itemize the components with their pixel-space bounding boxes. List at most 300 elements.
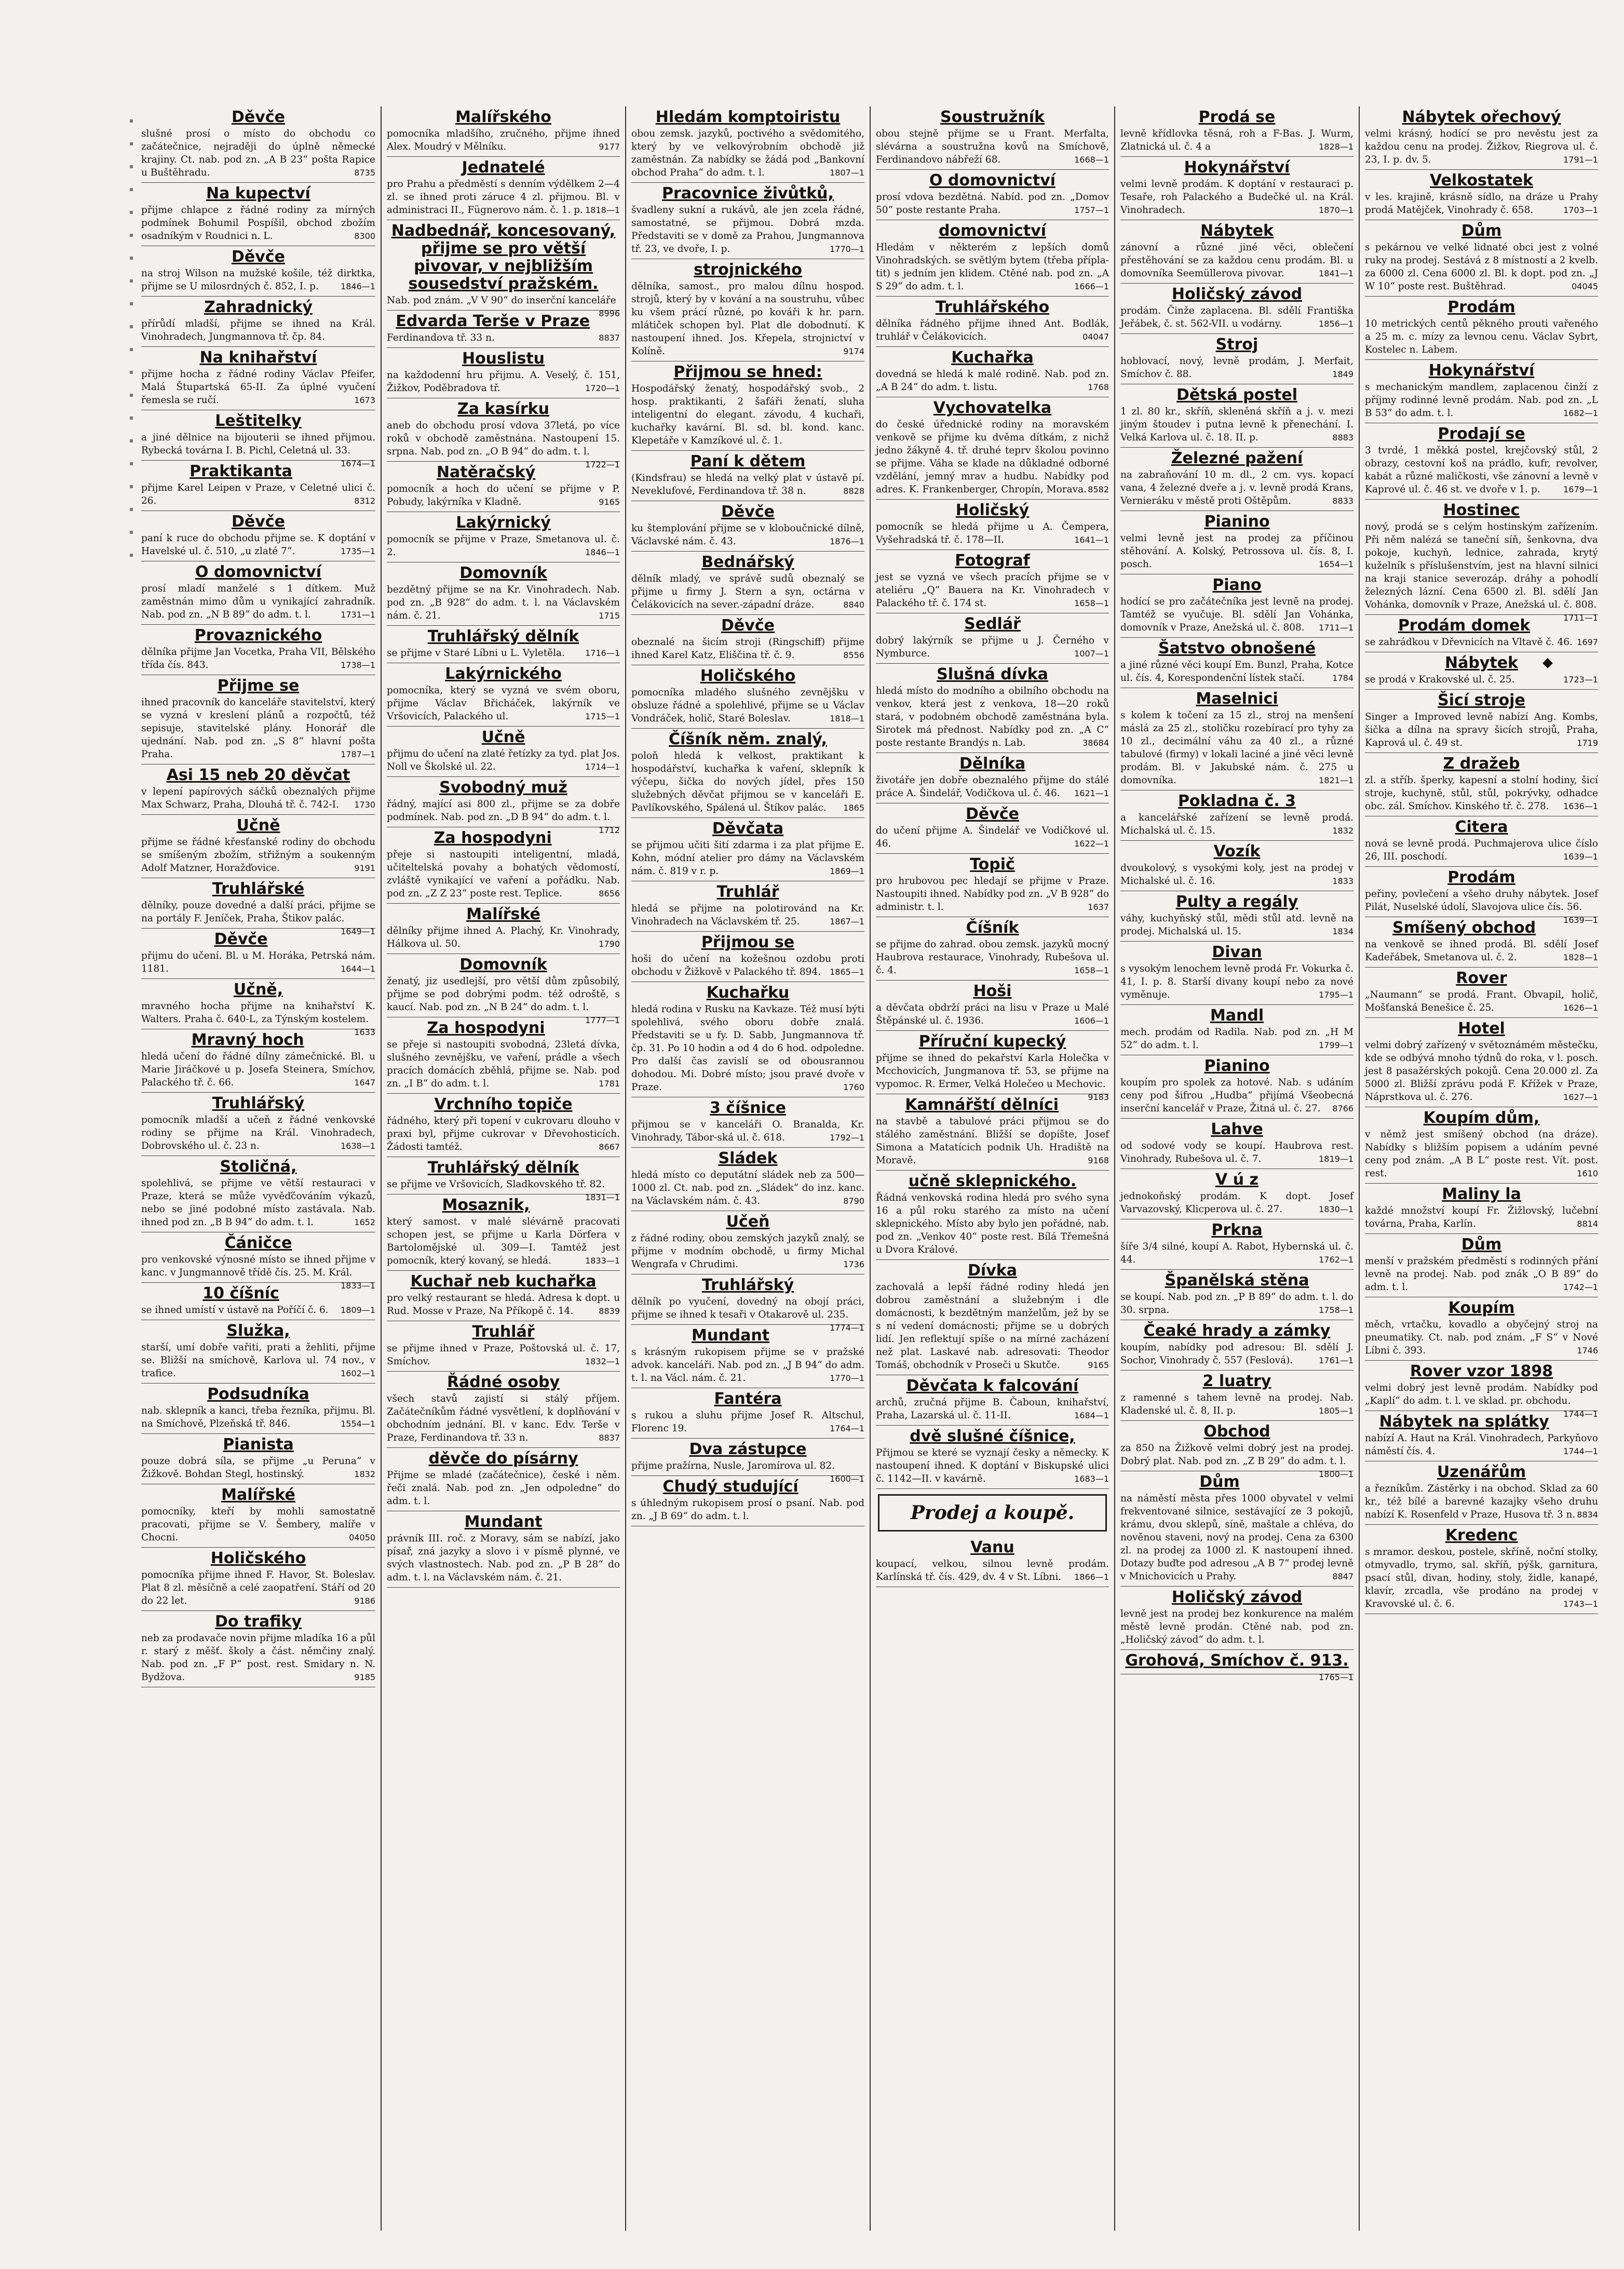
ad-body (387, 647, 620, 660)
ad-body (387, 975, 620, 1025)
ad-title: děvče do písárny (428, 1449, 578, 1468)
ad-text: přijmou se v kanceláři O. Branalda, Kr. Vinohrady, Tábor-ská ul. č. 618. (631, 1119, 864, 1143)
ad-text: Přijmou se které se vyznají česky a německy. K nastoupení ihned. K doptání v Biskupské ulici č. 1142—II. v kavárně. (876, 1447, 1109, 1484)
ad-text: hoblovací, nový, levně prodám, J. Merfait, Smíchov č. 88. (1120, 356, 1354, 380)
ad-title: Zahradnický (204, 298, 313, 316)
classified-ad (631, 665, 864, 729)
ad-body (141, 431, 375, 468)
classified-ad (631, 729, 864, 818)
ad-body (387, 294, 620, 318)
ad-body (1120, 1492, 1354, 1583)
ad-title: Šicí stroje (1438, 691, 1525, 709)
ad-code: 8790 (843, 1196, 864, 1206)
ad-text: dělníka řádného přijme ihned Ant. Bodlák, truhlář v Čelákovicích. (876, 318, 1109, 342)
ad-body (631, 280, 864, 358)
ad-code: 1765—1 (1319, 1672, 1354, 1682)
ad-body (876, 191, 1109, 217)
ad-title: Praktikanta (190, 462, 292, 480)
ad-body (1120, 1026, 1354, 1052)
ad-code: 1791—1 (1563, 155, 1598, 165)
ad-body (387, 1038, 620, 1090)
classified-ad (631, 451, 864, 501)
ad-text: do učení přijme A. Šindelář ve Vodičkové ul. 46. (876, 825, 1109, 849)
ad-code: 1760 (843, 1082, 864, 1092)
ad-title: Španělská stěna (1165, 1271, 1309, 1290)
classified-ad (1120, 1421, 1354, 1479)
classified-ad (1365, 968, 1598, 1018)
ad-code: 8828 (843, 486, 864, 496)
classified-ad (1120, 334, 1354, 384)
classified-ad (387, 1157, 620, 1202)
ad-text: „Naumann“ se prodá. Frant. Obvapil, holič, Mošťanská Benešice č. 25. (1365, 989, 1598, 1013)
ad-title: Divan (1212, 943, 1262, 961)
ad-text: pomocníka mladého slušného zevnějšku v obsluze řádné a spolehlivé, přijme se u Václav Vondráček, holič, Staré Boleslav. (631, 687, 864, 724)
ad-code: 9183 (1088, 1092, 1109, 1102)
classified-ad (1120, 574, 1354, 638)
ad-title: Holičský (955, 501, 1030, 519)
ad-body (631, 1459, 864, 1484)
classified-ad (141, 1611, 375, 1687)
ad-code: 1821—1 (1319, 775, 1354, 785)
ad-code: 1866—1 (1074, 1572, 1109, 1582)
ad-text: švadleny sukní a rukávů, ale jen zcela řádné, samostatné, se přijmou. Dobrá mzda. Představiti se v domě za Prahou, Jungmannova tř. 23, ve dvoře, I. p. (631, 205, 864, 254)
classified-ad (1120, 688, 1354, 790)
ad-text: na zabraňování 10 m. dl., 2 cm. vys. kopací vana, 4 železné dveře a j. v. levně prodá Krans, Vernieráku v městě proti Oštěpům. (1120, 469, 1354, 506)
ad-body (141, 1632, 375, 1684)
ad-text: na stroj Wilson na mužské košile, též dirktka, přijme se U milosrdných č. 852, I. p. (141, 268, 375, 292)
ad-title: Koupím dům, (1423, 1109, 1540, 1127)
ad-text: a jiné dělnice na bijouterii se ihned přijmou. Rybecká továrna I. B. Pichl, Celetná ul. 33. (141, 432, 375, 456)
ad-code: 8814 (1577, 1219, 1598, 1229)
ad-text: hoši do učení na kožešnou ozdobu proti obchodu v Žižkově v Palackého tř. 894. (631, 954, 864, 977)
ad-title: Pracovnice živůtků, (662, 184, 834, 203)
ad-text: dělníky přijme ihned A. Plachý, Kr. Vinohrady, Hálkova ul. 50. (387, 925, 620, 949)
ad-body (387, 848, 620, 900)
ad-text: s kolem k točení za 15 zl., stroj na menšení máslá za 25 zl., stoličku rozebírací pro tyhy za 10 zl., decimální váhu za 40 zl., a různé tabulové (firmy) v lokali laciné a jiné věci levně prodám. Bl. v Jakubské nám. č. 275 u domovníka. (1120, 710, 1354, 786)
ad-code: 1774—1 (830, 1323, 864, 1333)
ad-code: 1719 (1577, 738, 1598, 748)
classified-ad (387, 727, 620, 777)
classified-ad (631, 106, 864, 183)
ad-title: Děvčata (712, 820, 784, 838)
ad-title: Děvče (214, 930, 268, 948)
ad-body (1120, 241, 1354, 280)
ad-text: právník III. roč. z Moravy, sám se nabízí, jako písař, zná jazyky a slovo i v písmě plynné, ve svých vlastnostech. Nab. pod zn. „P B 28“ do adm. t. l. na Václavském nám. č. 21. (387, 1533, 620, 1583)
ad-text: hodící se pro začátečníka jest levně na prodej. Tamtéž se vyučuje. Bl. sdělí Jan Vohánka, domovník v Praze, Anežská ul. č. 808. (1120, 596, 1354, 633)
ad-text: 3 tvrdé, 1 měkká postel, krejčovský stůl, 2 obrazy, cestovní koš na prádlo, kufr, revolver, kabát a různé maličkosti, vše zánovní a levně v Kaprové ul. č. 46 st. ve dvoře v 1. p. (1365, 445, 1598, 495)
classified-ad (387, 157, 620, 220)
classified-ad (141, 1029, 375, 1093)
classified-ad (1120, 1005, 1354, 1055)
ad-code: 8656 (599, 889, 620, 898)
ad-text: do české úřednické rodiny na moravském venkově se přijme ku dvěma dítkám, z nichž jedno žákyně 4. tř. druhé teprv školou povinno se přijme. Váha se klade na důkladné odborné vzdělání, jemný mrav a hudbu. Nabídky pod adres. K. Frankenberger, Chropín, Morava. (876, 419, 1109, 495)
ad-body (387, 1392, 620, 1444)
ad-text: dovedná se hledá k malé rodině. Nab. pod zn. „A B 24“ do adm. t. listu. (876, 369, 1109, 393)
ad-title: Paní k dětem (690, 452, 806, 471)
ad-text: velmi levně jest na prodej za příčinou stěhování. A. Kolský, Petrossova ul. čís. 8, I. posch. (1120, 533, 1354, 570)
ad-body (631, 636, 864, 662)
ad-code: 8883 (1332, 433, 1354, 442)
ad-body (1120, 1240, 1354, 1266)
ad-body (876, 1115, 1109, 1167)
ad-title: Kuchařku (706, 984, 790, 1002)
ad-body (1365, 710, 1598, 749)
ad-text: aneb do obchodu prosí vdova 37letá, po více roků v obchodě zaměstnána. Nastoupení 15. srpna. Nab. pod zn. „O B 94“ do adm. t. l. (387, 420, 620, 457)
ad-title: Rover (1456, 969, 1507, 987)
ad-text: který samost. v malé slévárně pracovati schopen jest, se přijme u Karla Dörfera v Bartolomějské ul. 309—I. Tamtéž jest pomocník, který kovaný, se hledá. (387, 1216, 620, 1266)
ad-code: 8582 (1088, 485, 1109, 494)
ad-body (631, 127, 864, 179)
ad-code: 1781 (599, 1079, 620, 1089)
classified-ad (1120, 284, 1354, 334)
classified-ad (387, 311, 620, 348)
classified-ad (387, 1271, 620, 1321)
ad-code: 1833 (1332, 876, 1354, 886)
ad-body (876, 684, 1109, 749)
ad-title: Jednatelé (462, 158, 545, 177)
ad-body (141, 1341, 375, 1380)
ad-title: Velkostatek (1429, 171, 1534, 190)
ad-code: 1831—1 (585, 1192, 620, 1202)
classified-ad (387, 1448, 620, 1511)
classified-ad (1120, 384, 1354, 448)
classified-ad (876, 170, 1109, 220)
ad-text: spolehlivá, se přijme ve větší restauraci v Praze, která se může vyvěďčováním výkazů, nebo se jiné podobné místo zastávala. Nab. ihned pod zn. „B B 94“ do adm. t. l. (141, 1178, 375, 1228)
ad-text: váhy, kuchyňský stůl, mědi stůl atd. levně na prodej. Michalská ul. 15. (1120, 913, 1354, 937)
ad-title: Malířské (221, 1486, 295, 1504)
ad-title: Pianino (1204, 513, 1270, 531)
ad-text: se přijmou učiti šití zdarma i za plat přijme E. Kohn, módní atelier pro dámy na Václavském nám. č. 819 v r. p. (631, 840, 864, 877)
classified-ad (1365, 423, 1598, 500)
ad-code: 1731—1 (341, 610, 375, 620)
ad-body (1365, 938, 1598, 964)
classified-ad (876, 664, 1109, 753)
classified-ad (876, 803, 1109, 854)
ad-code: 1641—1 (1074, 535, 1109, 545)
ad-text: starší, umí dobře vařiti, prati a žehliti, přijme se. Bližší na smíchově, Karlova ul. 74 nov., v trafice. (141, 1342, 375, 1379)
ad-text: měch, vrtačku, kovadlo a obyčejný stroj na pneumatiky. Ct. nab. pod znám. „F S“ v Nové Líbni č. 393. (1365, 1319, 1598, 1356)
ad-body (631, 1295, 864, 1333)
classified-ad (876, 550, 1109, 613)
ad-title: Leštitelky (215, 412, 302, 430)
ad-code: 1658—1 (1074, 598, 1109, 608)
ad-code: 1633 (354, 1027, 375, 1037)
classified-ad (1120, 106, 1354, 157)
ad-body (1365, 1204, 1598, 1230)
ad-body (141, 368, 375, 407)
ad-title: Dům (1461, 1236, 1502, 1254)
ad-code: 1757—1 (1074, 205, 1109, 215)
ad-title: Provaznického (194, 626, 322, 645)
ad-code: 1818—1 (585, 205, 620, 215)
ad-title: Citera (1455, 818, 1508, 836)
ad-body (1120, 178, 1354, 217)
ad-code: 1668—1 (1074, 155, 1109, 165)
classified-ad (1120, 841, 1354, 891)
classified-ad (876, 981, 1109, 1031)
ad-text: zl. a stříb. šperky, kapesní a stolní hodiny, šicí stroje, kuchyně, stůl, stůl, pokrývky, odhadce obc. zál. Smíchov. Kinského tř. č. 278. (1365, 775, 1598, 812)
ad-title: Truhlář (716, 883, 779, 901)
ad-code: 1674—1 (341, 459, 375, 468)
ad-code: 1639—1 (1563, 915, 1598, 925)
ad-code: 1730 (354, 800, 375, 810)
ad-title: Mosaznik, (442, 1196, 530, 1214)
ad-body (1365, 988, 1598, 1014)
ad-title: Rover vzor 1898 (1410, 1362, 1553, 1380)
ad-text: na každodenní hru přijmu. A. Veselý, č. 151, Žižkov, Poděbradova tř. (387, 370, 620, 394)
ad-title: Nadbednář, koncesovaný, přijme se pro větší pivovar, v nejbližším sousedství pražském. (391, 222, 616, 293)
ad-text: od sodové vody se koupí. Haubrova rest. Vinohrady, Rubešova ul. č. 7. (1120, 1140, 1354, 1164)
ad-code: 1711—1 (1319, 623, 1354, 633)
ad-title: Truhlářského (935, 298, 1050, 316)
ad-title: Kredenc (1445, 1526, 1518, 1545)
ad-text: každé množství koupí Fr. Žižlovský, lučební továrna, Praha, Karlín. (1365, 1205, 1598, 1229)
ad-code: 1652 (354, 1217, 375, 1227)
ad-title: Kuchařka (951, 348, 1034, 367)
ad-body (876, 938, 1109, 977)
ad-code: 1746 (1577, 1346, 1598, 1355)
classified-ad (141, 1232, 375, 1291)
ad-title: Edvarda Terše v Praze (396, 312, 590, 330)
ad-text: Hledám v některém z lepších domů Vinohradských. se světlým bytem (třeba přípla-tit) s jedním jen klidem. Ctěné nab. pod zn. „A S 29“ do adm. t. l. (876, 242, 1109, 292)
ad-text: přeje si nastoupiti inteligentní, mladá, učiteltelská povahy a bohatých vědomostí, zvláště vynikající ve vaření a pořádku. Nab. pod zn. „Z Z 23“ poste rest. Teplice. (387, 849, 620, 899)
classified-ad (1365, 170, 1598, 220)
ad-text: prosí vdova bezdětná. Nabíd. pod zn. „Domov 50“ poste restante Praha. (876, 192, 1109, 216)
ad-text: přijmu do učení. Bl. u M. Horáka, Petrská nám. 1181. (141, 950, 375, 974)
ad-title: Nábytek na splátky (1379, 1413, 1549, 1431)
ad-text: obou zemsk. jazyků, poctivého a svědomitého, který by ve velkovýrobním obchodě již zaměstnán. Za nabídky se žádá pod „Bankovní obchod Praha“ do adm. t. l. (631, 128, 864, 178)
ad-text: s pekárnou ve velké lidnaté obci jest z volné ruky na prodej. Sestává z 8 místností a 2 kvelb. za 6000 zl. Cena 6000 zl. Bl. k dopt. pod zn. „J W 10“ poste rest. Buštěhrad. (1365, 242, 1598, 292)
ad-code: 1638—1 (341, 1141, 375, 1151)
ad-body (631, 749, 864, 814)
ad-code: 1600—1 (830, 1474, 864, 1484)
classified-ad (141, 410, 375, 468)
ad-text: dělníky, pouze dovedné a další práci, přijme se na portály F. Jeníček, Praha, Štikov palác. (141, 900, 375, 924)
ad-code: 9191 (354, 863, 375, 873)
ad-title: Hokynářství (1428, 361, 1535, 380)
classified-ad (1365, 816, 1598, 867)
classified-ad (141, 347, 375, 410)
ad-body (141, 1404, 375, 1430)
ad-title: O domovnictví (929, 171, 1056, 190)
classified-ad (1120, 1169, 1354, 1219)
ad-text: všech stavů zajistí si stálý příjem. Začátečníkům řádné vysvětlení, k doplňování v obchodním jednání. Bl. v kanc. Edv. Terše v Praze, Ferdinandova tř. 33 n. (387, 1393, 620, 1443)
ad-text: na stavbě a tabulové práci přijmou se do stálého zaměstnání. Bližší se dopíšte, Josef Simona a Matatícich podnik Uh. Hradiště na Moravě. (876, 1116, 1109, 1166)
ad-text: velmi dobrý zařízený v světoznámém městečku, kde se odbývá mnoho týdnů do roka, v l. posch. jest 8 pasažérských pokojů. Cena 20.000 zl. Za 5000 zl. Bližší zprávu podá F. Křížek v Praze, Náprstkova ul. č. 276. (1365, 1040, 1598, 1103)
ad-text: peřiny, povlečení a všeho druhy nábytek. Josef Pilát, Nuselské údolí, Slavojova ulice čís. 56. (1365, 889, 1598, 912)
classified-ad (1365, 1107, 1598, 1184)
ad-body (876, 1001, 1109, 1027)
ad-text: Ferdinandova tř. 33 n. (387, 332, 495, 343)
ad-text: přírůdí mladší, přijme se ihned na Král. Vinohradech, Jungmannova tř. čp. 84. (141, 318, 375, 342)
ad-body (141, 204, 375, 243)
ad-text: přijme chlapce z řádné rodiny za mírných podmínek Bohumil Pospíšil, obchod zbožím osadníkým v Roudnici n. L. (141, 205, 375, 241)
classified-ad (1365, 1184, 1598, 1234)
ad-body (631, 572, 864, 611)
ad-body (1120, 962, 1354, 1001)
ad-body (631, 1232, 864, 1271)
ad-text: s úhledným rukopisem prosí o psaní. Nab. pod zn. „J B 69“ do adm. t. l. (631, 1498, 864, 1522)
ad-body (387, 1178, 620, 1202)
ad-title: Sládek (718, 1149, 778, 1167)
ad-code: 1833—1 (585, 1256, 620, 1266)
ad-code: 1800—1 (1319, 1469, 1354, 1479)
ad-title: Z dražeb (1443, 755, 1520, 773)
ad-code: 8312 (354, 496, 375, 506)
ad-body (1365, 1255, 1598, 1294)
ad-code: 1832 (354, 1469, 375, 1479)
ad-body (141, 1568, 375, 1607)
classified-ad (631, 361, 864, 451)
ad-title: Nábytek (1200, 222, 1274, 240)
classified-ad (1120, 942, 1354, 1005)
classified-ad (1120, 891, 1354, 942)
ad-code: 1770—1 (830, 1373, 864, 1383)
ad-code: 1865—1 (830, 967, 864, 977)
ad-body (876, 520, 1109, 546)
ad-title: Učně, (233, 981, 283, 999)
ad-body (1120, 468, 1354, 507)
ad-code: 1715—1 (585, 711, 620, 721)
ad-title: Vychovatelka (933, 399, 1052, 417)
ad-title: Lahve (1211, 1120, 1263, 1138)
ad-text: obeznalé na šicím stroji (Ringschiff) přijme ihned Karel Katz, Eliščina tř. č. 9. (631, 637, 864, 661)
ad-title: Pianino (1204, 1057, 1270, 1075)
ad-title: Lakýrnický (456, 514, 551, 532)
ad-text: ku štemplování přijme se v kloboučnické dílně, Václavské nám. č. 43. (631, 523, 864, 547)
classified-ad (141, 1320, 375, 1384)
ad-body (387, 747, 620, 773)
ad-text: přijme hocha z řádné rodiny Václav Pfeifer, Malá Štupartská 65-II. Za úplné vyučení řemesla se ručí. (141, 369, 375, 406)
ad-text: a jiné různé věci koupí Em. Bunzl, Praha, Kotce ul. čís. 4, Korespondenční lístek stačí. (1120, 660, 1354, 683)
ad-text: dělník po vyučení, dovedný na obojí práci, přijme se ihned k tesaři v Otakarově ul. 235. (631, 1296, 864, 1320)
ad-text: se zahrádkou v Dřevnicích na Vltavě č. 46. (1365, 637, 1573, 648)
ad-text: pro Prahu a předměstí s denním výdělkem 2—4 zl. se ihned proti záruce 4 zl. přijmou. Bl. v administraci II., Fügnerovo nám. č. 1. p. (387, 179, 620, 216)
ad-title: Domovník (459, 564, 547, 582)
classified-ad (387, 1094, 620, 1157)
ad-text: mech. prodám od Radila. Nab. pod zn. „H M 52“ do adm. t. l. (1120, 1027, 1354, 1051)
ad-text: velmi dobrý jest levně prodám. Nabídky pod „Kaplí“ do adm. t. l. ve sklad. pr. obchodu. (1365, 1382, 1598, 1406)
ad-text: s krásným rukopisem přijme se v pražské advok. kanceláři. Nab. pod zn. „J B 94“ do adm. t. l. na Václ. nám. č. 21. (631, 1347, 864, 1384)
ad-title: 3 číšnice (709, 1099, 786, 1117)
ad-title: Za hospodyni (434, 829, 552, 847)
classified-ad (141, 1548, 375, 1611)
ad-body (1120, 1076, 1354, 1115)
ad-text: za 850 na Žižkově velmi dobrý jest na prodej. Dobrý plat. Nab. pod zn. „Z B 29“ do adm. t. l. (1120, 1443, 1354, 1467)
classified-ad (141, 106, 375, 183)
ad-body (1365, 241, 1598, 293)
ad-code: 1715 (599, 611, 620, 621)
ad-title: Topič (970, 855, 1015, 874)
classified-ad (141, 764, 375, 815)
ad-body (1120, 1341, 1354, 1367)
ad-code: 1777—1 (585, 1015, 620, 1025)
classified-ad (387, 1511, 620, 1588)
ad-text: menší v pražském předměstí s rodinných přání levně na prodej. Nab. pod znák „O B 89“ do adm. t. l. (1365, 1256, 1598, 1293)
classified-ad (141, 625, 375, 675)
ad-body (387, 1532, 620, 1584)
classified-ad (631, 1274, 864, 1333)
ad-title: Učně (236, 816, 280, 835)
ad-code: 8996 (599, 308, 620, 318)
ad-code: 1870—1 (1319, 205, 1354, 215)
ad-code: 1722—1 (585, 460, 620, 469)
ad-text: paní k ruce do obchodu přijme se. K doptání v Havelské ul. č. 510, „u zlaté 7“. (141, 533, 375, 557)
ad-title: Stoličná, (220, 1158, 297, 1176)
ad-title: Služka, (226, 1322, 290, 1340)
ad-code: 9177 (599, 142, 620, 152)
ad-body (1120, 912, 1354, 938)
classified-ad (631, 818, 864, 881)
classified-ad (141, 878, 375, 936)
ad-title: Kuchař neb kuchařka (410, 1272, 597, 1291)
classified-ad (876, 500, 1109, 550)
ad-title: učně sklepnického. (908, 1172, 1077, 1190)
ad-code: 8766 (1332, 1104, 1354, 1113)
ad-code: 1805—1 (1319, 1406, 1354, 1416)
ad-code: 8840 (843, 600, 864, 610)
ad-text: levně jest na prodej bez konkurence na malém městě levně prodán. Ctěné nab. pod zn. „Holičský závod“ do adm. t. l. (1120, 1608, 1354, 1645)
ad-code: 1679—1 (1563, 485, 1598, 494)
ad-body (1120, 1291, 1354, 1317)
ad-title: Podsudníka (207, 1385, 309, 1403)
classified-ad (1120, 1371, 1354, 1421)
ad-body (631, 1497, 864, 1523)
ad-title: Mandl (1210, 1006, 1264, 1025)
ad-text: ženatý, jiz usedlejší, pro větší dům způsobilý, přijme se pod dobrými podm. též odroště, s kaucí. Nab. pod zn. „N B 24“ do adm. t. l. (387, 976, 620, 1013)
ad-title: Učeň (726, 1213, 770, 1231)
ad-body (141, 836, 375, 875)
classified-ad (1365, 652, 1598, 690)
ad-text: hledá rodina v Rusku na Kavkaze. Též musí býti spolehlivá, svého oboru dobře znalá. Představiti se u fy. D. Sabb, Jungmannova tř. čp. 31. Po 10 hodin a od 4 do 6 hod. odpoledne. Pro další čas zavislí se od obousrannou dohodou. Mi. Dobré místo; jsou pravé dvoře v Praze. (631, 1004, 864, 1093)
classified-ad (1120, 1270, 1354, 1320)
ad-body (141, 582, 375, 621)
ad-title: Mundant (692, 1326, 770, 1345)
ad-text: koupím, nabídky pod adresou: Bl. sdělí J. Sochor, Vinohrady č. 557 (Feslová). (1120, 1342, 1354, 1366)
ad-code: 8837 (599, 333, 620, 343)
classified-ad (631, 1439, 864, 1484)
ad-body (876, 317, 1109, 343)
classified-ad (387, 562, 620, 626)
ad-text: nová se levně prodá. Puchmajerova ulice číslo 26, III. poschodí. (1365, 838, 1598, 862)
classified-ad (876, 297, 1109, 347)
ad-text: Přijme se mladé (začátečnice), české i něm. řeči znalá. Nab. pod zn. „Jen odpoledne“ do adm. t. l. (387, 1470, 620, 1507)
ad-title: Dělníka (959, 755, 1026, 773)
ad-title: Šatstvo obnošené (1158, 639, 1316, 657)
classified-ad (876, 1031, 1109, 1102)
ad-title: Do trafiky (214, 1613, 302, 1631)
ad-title: Soustružník (940, 108, 1045, 126)
ad-text: pomocníka, který se vyzná ve svém oboru, přijme Václav Břicháček, lakýrník ve Vršovicích, Palackého ul. (387, 685, 620, 722)
ad-text: 10 metrických centů pěkného prouti vařeného a 25 m. c. mízy za levnou cenu. Václav Sybrt, Kostelec n. Labem. (1365, 318, 1598, 355)
classified-ad (1365, 1018, 1598, 1107)
ad-code: 1834 (1332, 927, 1354, 936)
ad-title: Sedlář (964, 615, 1021, 633)
ad-title: Učně (481, 728, 525, 746)
classified-ad (387, 663, 620, 727)
classified-ad (387, 1321, 620, 1372)
ad-text: pomocník se hledá přijme u A. Čempera, Vyšehradská tř. č. 178—II. (876, 521, 1109, 545)
ad-code: 1818—1 (830, 714, 864, 723)
ad-body (387, 1342, 620, 1368)
classified-ad (387, 1017, 620, 1094)
ad-title: Řádné osoby (446, 1373, 560, 1391)
ad-text: koupací, velkou, silnou levně prodám. Karlínská tř. čís. 429, dv. 4 v St. Líbni. (876, 1559, 1109, 1582)
ad-code: 1554—1 (341, 1419, 375, 1429)
column-6 (1359, 106, 1603, 2231)
ad-title: Hokynářství (1184, 158, 1290, 177)
ad-body (1120, 1391, 1354, 1417)
